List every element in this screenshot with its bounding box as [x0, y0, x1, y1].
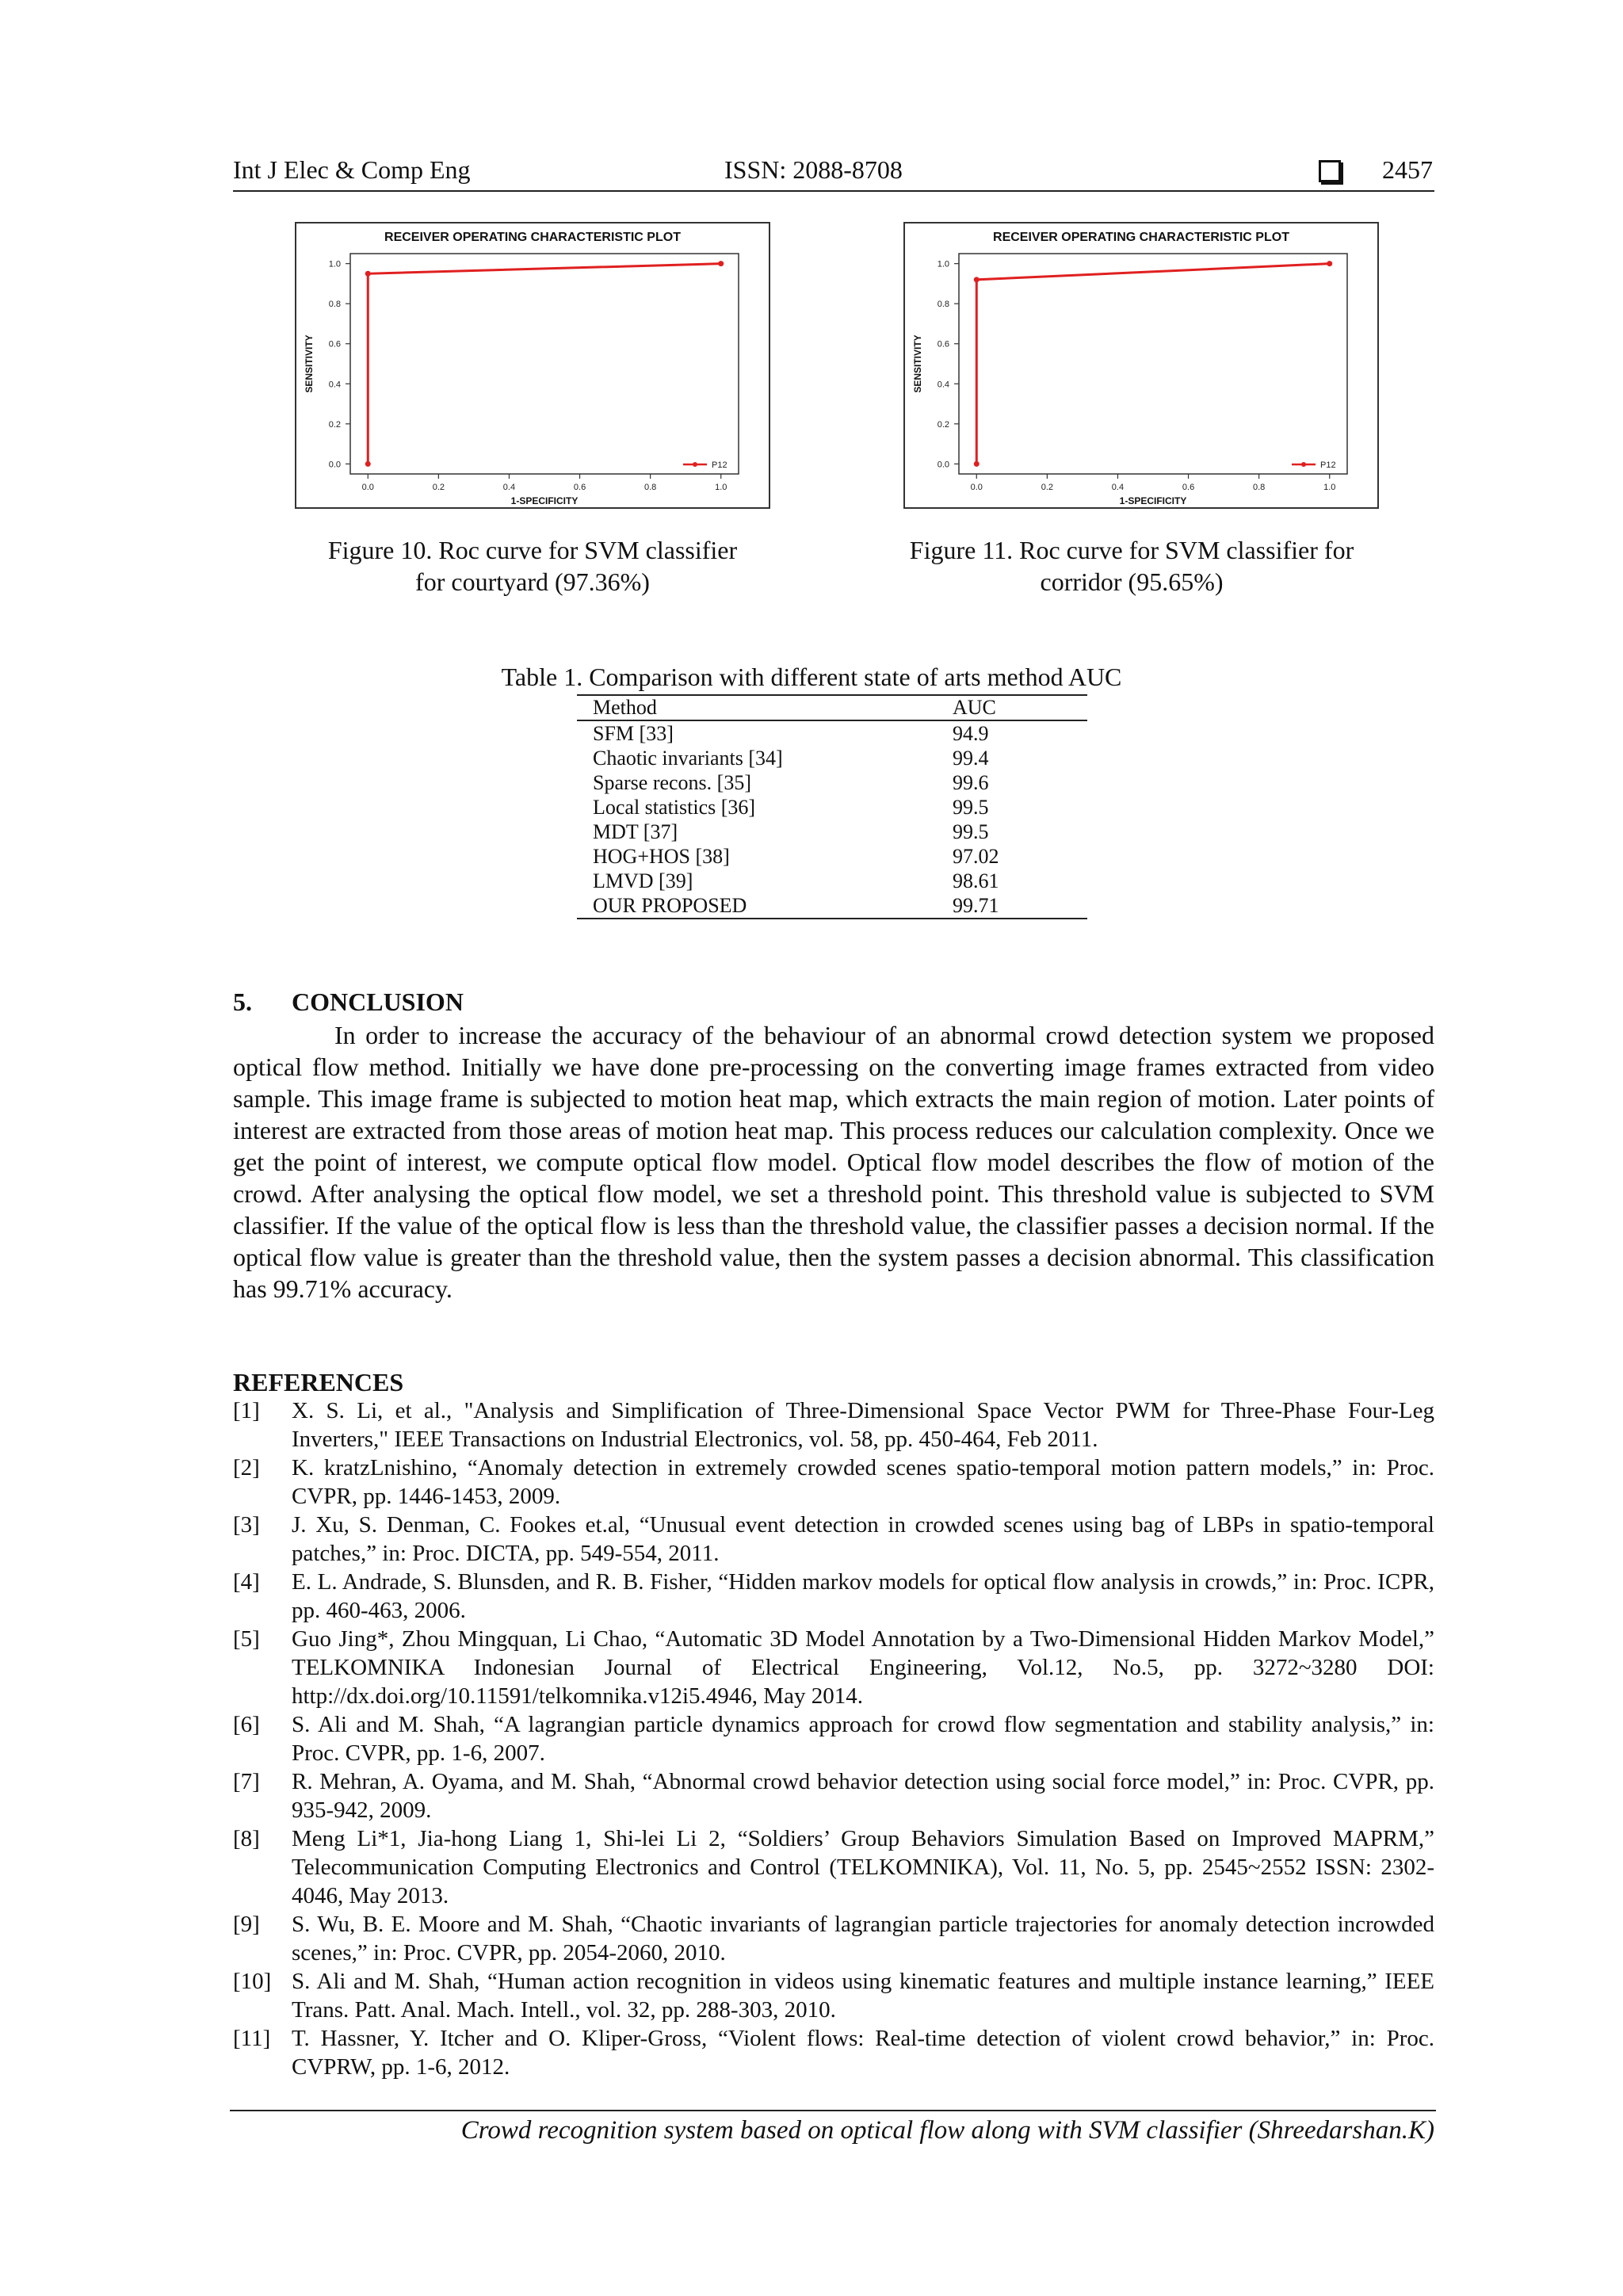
- column-header-auc: AUC: [953, 695, 1087, 720]
- page-footer: Crowd recognition system based on optical flow along with SVM classifier (Shreedarshan.K): [460, 2116, 1434, 2145]
- reference-item: [233, 1824, 1434, 1910]
- auc-cell: 97.02: [953, 844, 999, 868]
- reference-text: Guo Jing*, Zhou Mingquan, Li Chao, “Automatic 3D Model Annotation by a Two-Dimensional Hidden Markov Model,” TELKOMNIKA Indonesian Journal of Electrical Engineering, Vol.12, No.5, pp. 3272~3280 DOI: http://dx.doi.org/10.11591/telkomnika.v12i5.4946, May 2014.: [292, 1626, 1434, 1709]
- roc-chart-corridor: [903, 222, 1379, 509]
- chart-title: RECEIVER OPERATING CHARACTERISTIC PLOT: [384, 231, 681, 244]
- x-tick-label: 1.0: [1323, 483, 1336, 492]
- reference-text: E. L. Andrade, S. Blunsden, and R. B. Fisher, “Hidden markov models for optical flow analysis in crowds,” in: Proc. ICPR, pp. 460-463, 2006.: [292, 1569, 1434, 1623]
- x-axis-label: 1-SPECIFICITY: [510, 495, 579, 506]
- y-tick-label: 1.0: [937, 259, 949, 269]
- journal-name: Int J Elec & Comp Eng: [233, 155, 471, 184]
- roc-data-point: [365, 271, 371, 277]
- y-tick-label: 0.6: [328, 339, 341, 350]
- conclusion-paragraph: In order to increase the accuracy of the behaviour of an abnormal crowd detection system we proposed optical flow method. Initially we have done pre-processing on the converting image frames extracted from video sample. This image frame is subjected to motion heat map, which extracts the main region of motion. Later points of interest are extracted from those areas of motion heat map. This process reduces our calculation complexity. Once we get the point of interest, we compute optical flow model. Optical flow model describes the flow of motion of the crowd. After analysing the optical flow model, we set a threshold point. This threshold value is subjected to SVM classifier. If the value of the optical flow is less than the threshold value, the classifier passes a decision normal. If the optical flow value is greater than the threshold value, then the system passes a decision abnormal. This classification has 99.71% accuracy.: [233, 1021, 1434, 1303]
- table-row: [577, 746, 1087, 770]
- footer-rule: [230, 2110, 1436, 2111]
- table-row: [577, 770, 1087, 795]
- square-bullet-icon: [1319, 160, 1341, 182]
- x-tick-label: 0.0: [361, 483, 374, 492]
- y-tick-label: 0.4: [328, 380, 341, 390]
- auc-cell: 98.61: [953, 869, 999, 892]
- method-cell: LMVD [39]: [593, 869, 693, 892]
- table-row: [577, 844, 1087, 869]
- reference-text: S. Wu, B. E. Moore and M. Shah, “Chaotic invariants of lagrangian particle trajectories for anomaly detection incrowded scenes,” in: Proc. CVPR, pp. 2054-2060, 2010.: [292, 1912, 1434, 1966]
- method-cell: Sparse recons. [35]: [593, 770, 751, 794]
- reference-list: [233, 1396, 1434, 2081]
- roc-chart-courtyard: [295, 222, 770, 509]
- x-tick-label: 1.0: [715, 483, 727, 492]
- table-row: [577, 819, 1087, 844]
- table-row: [577, 869, 1087, 893]
- roc-data-point: [1327, 261, 1332, 266]
- roc-data-point: [365, 461, 371, 467]
- reference-item: [233, 1568, 1434, 1625]
- reference-item: [233, 1967, 1434, 2024]
- reference-text: K. kratzLnishino, “Anomaly detection in extremely crowded scenes spatio-temporal motion pattern models,” in: Proc. CVPR, pp. 1446-1453, 2009.: [292, 1455, 1434, 1509]
- auc-cell: 99.5: [953, 795, 989, 819]
- reference-item: [233, 1511, 1434, 1568]
- figure-11-caption: [878, 534, 1385, 598]
- auc-cell: 94.9: [953, 721, 989, 745]
- table-row: [577, 893, 1087, 919]
- legend-label: P12: [1320, 460, 1336, 470]
- auc-cell: 99.5: [953, 819, 989, 843]
- reference-number: [2]: [233, 1455, 260, 1480]
- y-tick-label: 0.0: [328, 460, 341, 470]
- auc-cell: 99.71: [953, 893, 1087, 919]
- page-header: [233, 155, 1434, 192]
- reference-item: [233, 1767, 1434, 1824]
- y-tick-label: 0.8: [937, 300, 949, 310]
- table-1-caption: Table 1. Comparison with different state of arts method AUC: [501, 663, 1122, 691]
- conclusion-heading: [233, 988, 464, 1017]
- y-tick-label: 0.0: [937, 460, 949, 470]
- method-cell: OUR PROPOSED: [577, 893, 953, 919]
- reference-text: R. Mehran, A. Oyama, and M. Shah, “Abnormal crowd behavior detection using social force model,” in: Proc. CVPR, pp. 935-942, 2009.: [292, 1769, 1434, 1823]
- roc-chart-svg-2: [903, 222, 1379, 509]
- figure-10-caption-line-2: for courtyard (97.36%): [415, 567, 650, 596]
- roc-chart-svg-1: [295, 222, 770, 509]
- figure-11-caption-line-2: corridor (95.65%): [1040, 567, 1224, 596]
- section-number: 5.: [233, 988, 252, 1016]
- roc-data-point: [718, 261, 724, 266]
- method-cell: Chaotic invariants [34]: [593, 746, 783, 770]
- reference-number: [10]: [233, 1969, 272, 1994]
- y-tick-label: 0.6: [937, 339, 949, 350]
- reference-text: X. S. Li, et al., "Analysis and Simplification of Three-Dimensional Space Vector PWM for Three-Phase Four-Leg Inverters," IEEE Transactions on Industrial Electronics, vol. 58, pp. 450-464, Feb 2011.: [292, 1398, 1434, 1452]
- y-tick-label: 0.4: [937, 380, 949, 390]
- y-tick-label: 0.2: [937, 419, 949, 430]
- roc-data-point: [974, 277, 980, 282]
- auc-cell: 99.4: [953, 746, 989, 770]
- method-cell: MDT [37]: [593, 819, 678, 843]
- x-tick-label: 0.6: [573, 483, 586, 492]
- y-axis-label: SENSITIVITY: [304, 334, 315, 393]
- column-header-method: Method: [577, 695, 953, 720]
- reference-number: [9]: [233, 1912, 260, 1937]
- reference-number: [1]: [233, 1398, 260, 1423]
- reference-text: T. Hassner, Y. Itcher and O. Kliper-Gross, “Violent flows: Real-time detection of violent crowd behavior,” in: Proc. CVPRW, pp. 1-6, 2012.: [292, 2026, 1434, 2080]
- x-tick-label: 0.4: [1111, 483, 1125, 492]
- method-cell: HOG+HOS [38]: [593, 844, 730, 868]
- x-tick-label: 0.8: [643, 483, 657, 492]
- reference-number: [4]: [233, 1569, 260, 1595]
- page-number: 2457: [1382, 155, 1433, 184]
- reference-item: [233, 2024, 1434, 2081]
- figure-11-caption-line-1: Figure 11. Roc curve for SVM classifier for: [909, 536, 1354, 564]
- legend-marker: [1301, 462, 1306, 467]
- y-tick-label: 0.2: [328, 419, 341, 430]
- roc-data-point: [974, 461, 980, 467]
- reference-number: [7]: [233, 1769, 260, 1794]
- reference-text: S. Ali and M. Shah, “Human action recognition in videos using kinematic features and multiple instance learning,” IEEE Trans. Patt. Anal. Mach. Intell., vol. 32, pp. 288-303, 2010.: [292, 1969, 1434, 2023]
- reference-item: [233, 1910, 1434, 1967]
- reference-text: Meng Li*1, Jia-hong Liang 1, Shi-lei Li 2, “Soldiers’ Group Behaviors Simulation Based on Improved MAPRM,” Telecommunication Computing Electronics and Control (TELKOMNIKA), Vol. 11, No. 5, pp. 2545~2552 ISSN: 2302-4046, May 2013.: [292, 1826, 1434, 1908]
- table-header-row: [577, 695, 1087, 720]
- reference-number: [11]: [233, 2026, 271, 2051]
- legend-label: P12: [712, 460, 727, 470]
- reference-number: [3]: [233, 1512, 260, 1538]
- reference-text: S. Ali and M. Shah, “A lagrangian particle dynamics approach for crowd flow segmentation and stability analysis,” in: Proc. CVPR, pp. 1-6, 2007.: [292, 1712, 1434, 1766]
- reference-number: [8]: [233, 1826, 260, 1851]
- x-tick-label: 0.8: [1252, 483, 1266, 492]
- x-axis-label: 1-SPECIFICITY: [1119, 495, 1187, 506]
- y-axis-label: SENSITIVITY: [912, 334, 923, 393]
- reference-item: [233, 1625, 1434, 1710]
- comparison-table: [577, 694, 1087, 919]
- x-tick-label: 0.2: [432, 483, 445, 492]
- references-heading: REFERENCES: [233, 1368, 404, 1396]
- figure-10-caption: [279, 534, 786, 598]
- reference-item: [233, 1454, 1434, 1511]
- x-tick-label: 0.6: [1182, 483, 1195, 492]
- reference-item: [233, 1396, 1434, 1454]
- table-row: [577, 720, 1087, 746]
- auc-cell: 99.6: [953, 770, 989, 794]
- reference-item: [233, 1710, 1434, 1767]
- y-tick-label: 0.8: [328, 300, 341, 310]
- reference-number: [6]: [233, 1712, 260, 1737]
- reference-text: J. Xu, S. Denman, C. Fookes et.al, “Unusual event detection in crowded scenes using bag of LBPs in spatio-temporal patches,” in: Proc. DICTA, pp. 549-554, 2011.: [292, 1512, 1434, 1566]
- section-title: CONCLUSION: [292, 988, 464, 1016]
- issn: ISSN: 2088-8708: [724, 155, 903, 184]
- figure-10-caption-line-1: Figure 10. Roc curve for SVM classifier: [327, 536, 738, 564]
- legend-marker: [693, 462, 697, 467]
- y-tick-label: 1.0: [328, 259, 341, 269]
- method-cell: SFM [33]: [593, 721, 674, 745]
- reference-number: [5]: [233, 1626, 260, 1652]
- x-tick-label: 0.4: [502, 483, 516, 492]
- method-cell: Local statistics [36]: [593, 795, 756, 819]
- x-tick-label: 0.2: [1041, 483, 1054, 492]
- x-tick-label: 0.0: [970, 483, 983, 492]
- table-row: [577, 795, 1087, 819]
- chart-title: RECEIVER OPERATING CHARACTERISTIC PLOT: [993, 231, 1289, 244]
